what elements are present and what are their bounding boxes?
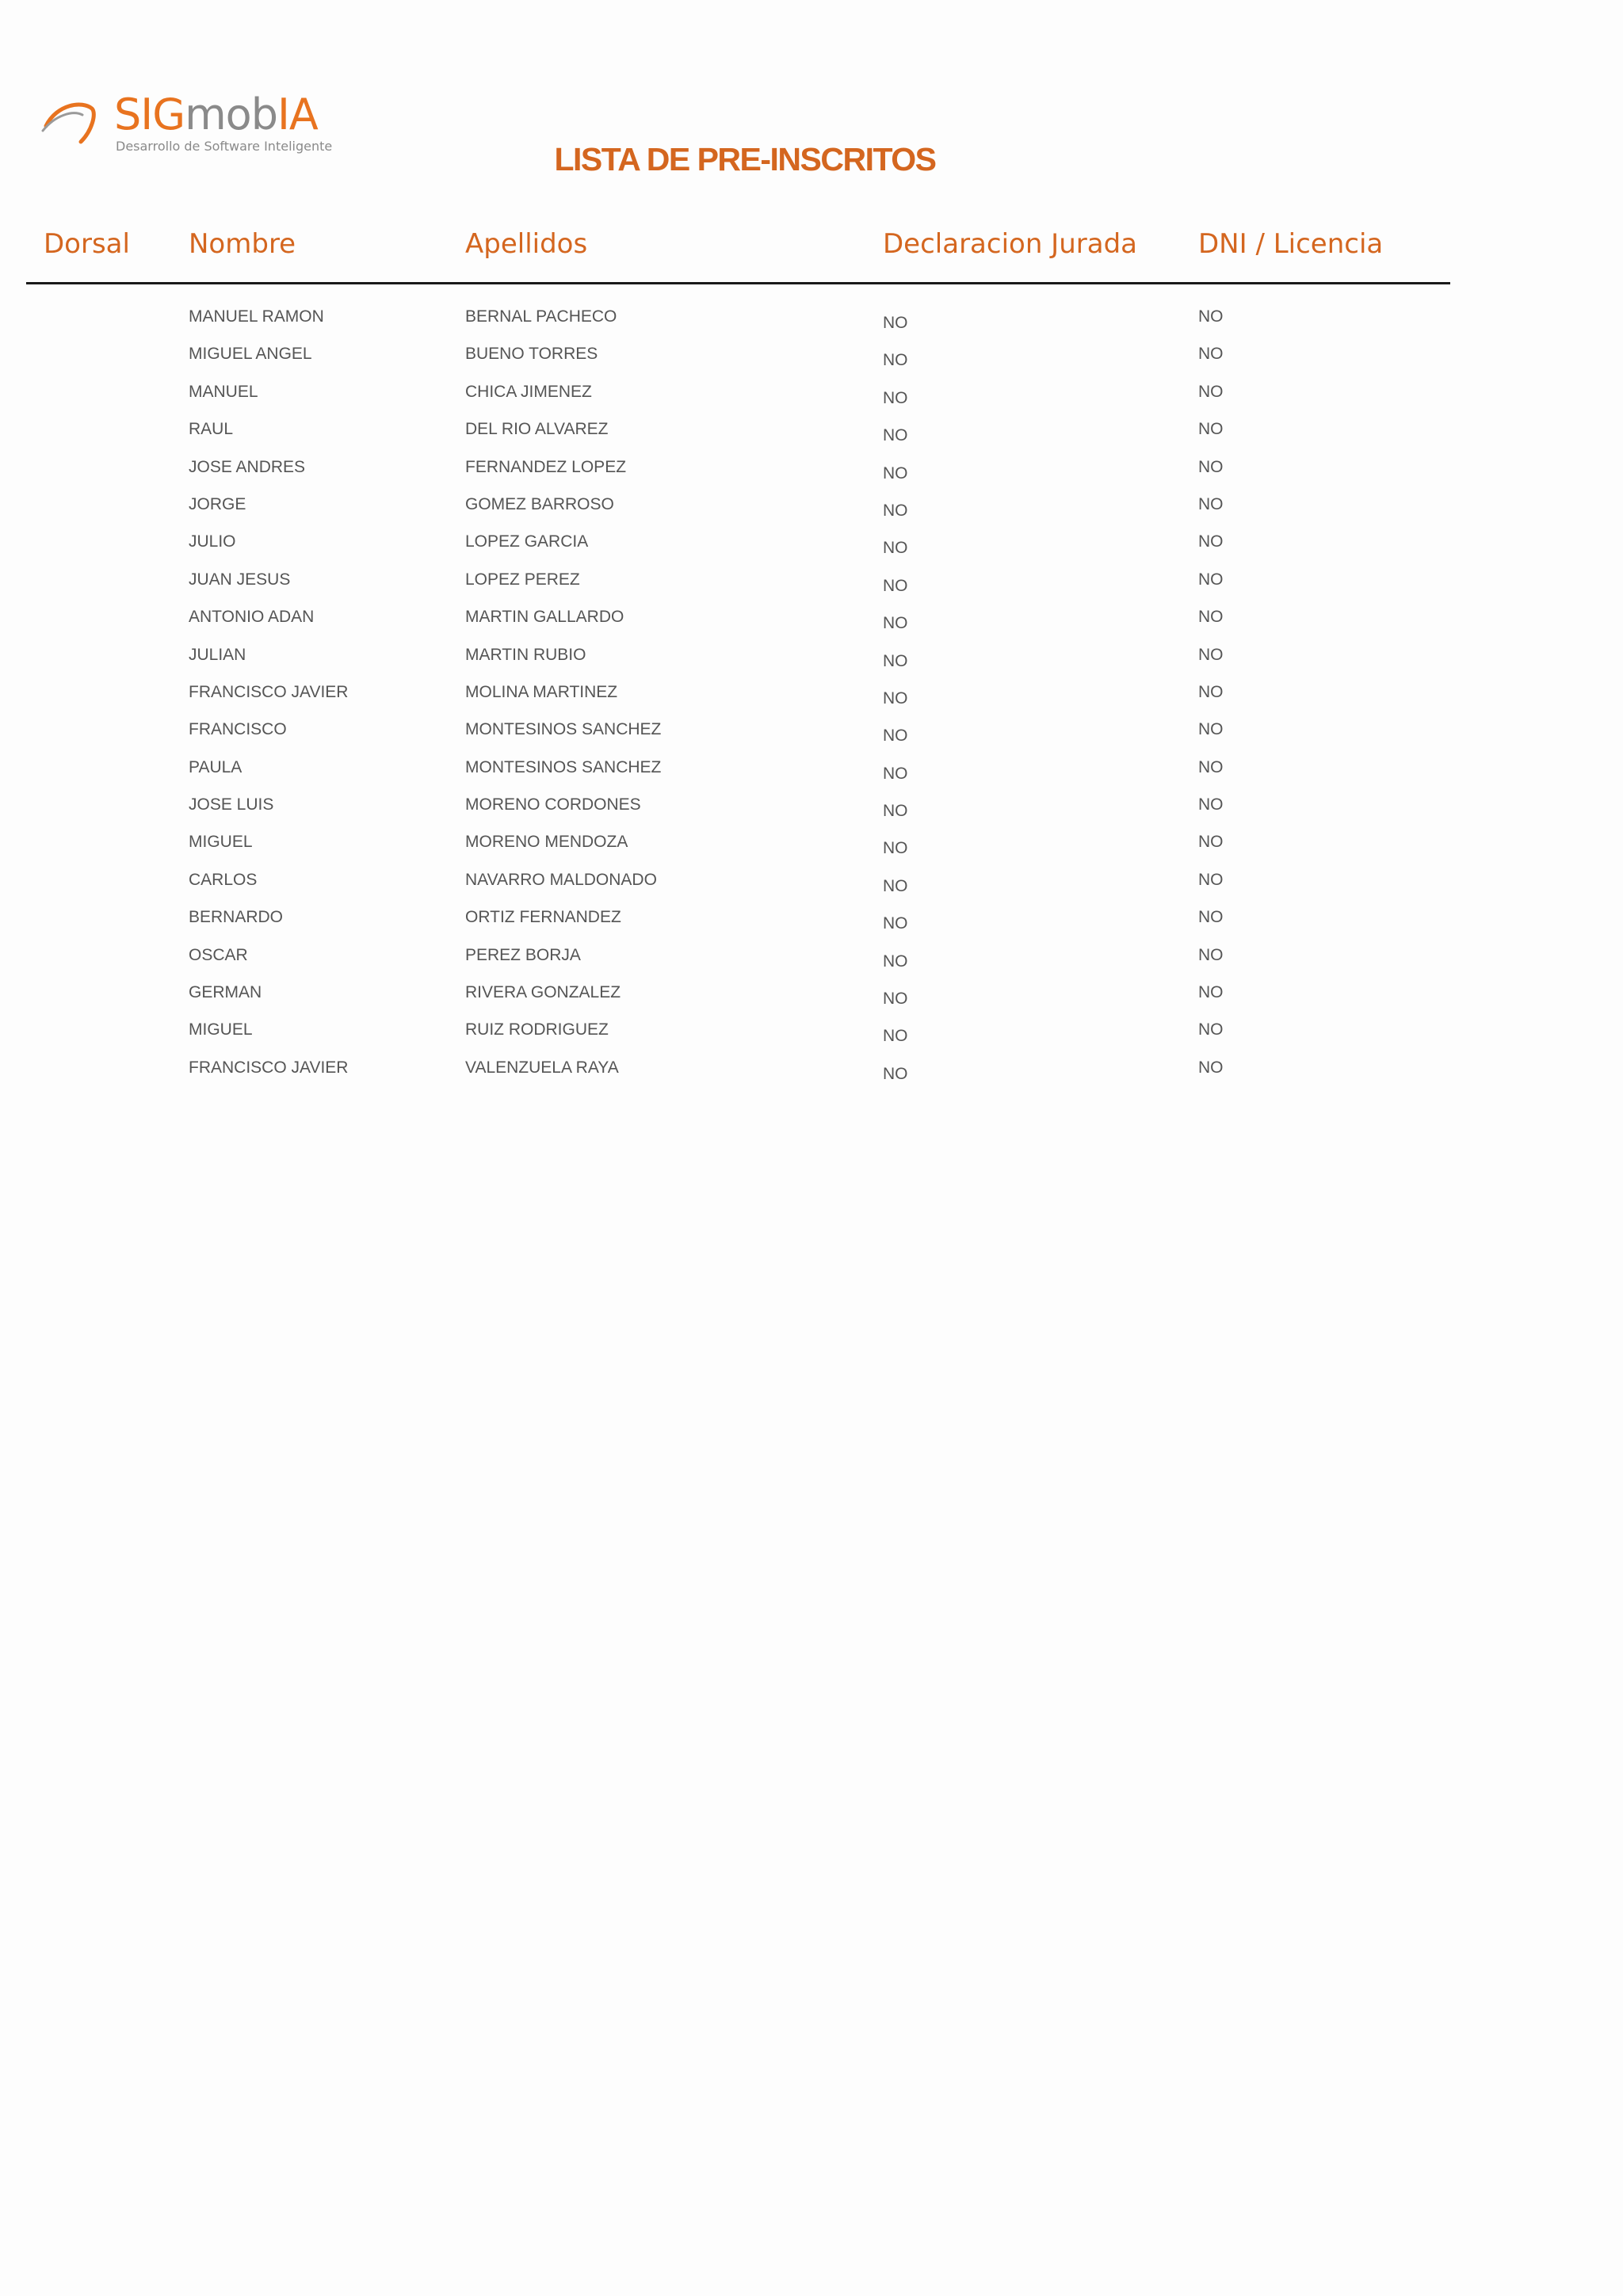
table-row <box>0 383 1450 420</box>
declaracion-cell: NO <box>883 764 908 783</box>
declaracion-cell: NO <box>883 839 908 858</box>
apellidos-cell: LOPEZ PEREZ <box>465 570 580 589</box>
table-row <box>0 758 1450 795</box>
nombre-cell: MIGUEL <box>189 1020 253 1039</box>
apellidos-cell: MONTESINOS SANCHEZ <box>465 757 662 776</box>
apellidos-cell: MONTESINOS SANCHEZ <box>465 720 662 739</box>
dni-cell: NO <box>1198 420 1224 439</box>
dni-cell: NO <box>1198 345 1224 364</box>
declaracion-cell: NO <box>883 426 908 445</box>
table-row <box>0 946 1450 983</box>
nombre-cell: JULIAN <box>189 645 246 664</box>
column-header-dorsal: Dorsal <box>44 228 130 260</box>
dni-cell: NO <box>1198 1020 1224 1039</box>
nombre-cell: MANUEL RAMON <box>189 307 324 326</box>
declaracion-cell: NO <box>883 576 908 595</box>
nombre-cell: MIGUEL ANGEL <box>189 345 312 364</box>
nombre-cell: OSCAR <box>189 945 248 964</box>
brand-name-mob: mob <box>185 90 277 139</box>
header-divider <box>26 282 1450 284</box>
table-header <box>0 228 1450 268</box>
table-row <box>0 683 1450 720</box>
apellidos-cell: ORTIZ FERNANDEZ <box>465 908 621 927</box>
dni-cell: NO <box>1198 645 1224 664</box>
nombre-cell: MIGUEL <box>189 833 253 852</box>
nombre-cell: JORGE <box>189 494 246 513</box>
table-row <box>0 570 1450 608</box>
declaracion-cell: NO <box>883 351 908 370</box>
table-row <box>0 795 1450 833</box>
dni-cell: NO <box>1198 307 1224 326</box>
apellidos-cell: CHICA JIMENEZ <box>465 382 592 401</box>
dni-cell: NO <box>1198 608 1224 627</box>
dni-cell: NO <box>1198 1058 1224 1077</box>
dni-cell: NO <box>1198 908 1224 927</box>
table-row <box>0 871 1450 908</box>
dni-cell: NO <box>1198 494 1224 513</box>
column-header-dni: DNI / Licencia <box>1198 228 1384 260</box>
table-row <box>0 908 1450 945</box>
brand-name <box>114 91 318 139</box>
declaracion-cell: NO <box>883 388 908 407</box>
apellidos-cell: MORENO MENDOZA <box>465 833 628 852</box>
brand-name-ia: IA <box>277 90 318 139</box>
nombre-cell: JUAN JESUS <box>189 570 291 589</box>
brand-name-sig: SIG <box>114 90 185 139</box>
apellidos-cell: GOMEZ BARROSO <box>465 494 614 513</box>
table-row <box>0 495 1450 532</box>
nombre-cell: JULIO <box>189 532 236 551</box>
dni-cell: NO <box>1198 833 1224 852</box>
dni-cell: NO <box>1198 757 1224 776</box>
page-title: LISTA DE PRE-INSCRITOS <box>554 141 936 177</box>
dni-cell: NO <box>1198 945 1224 964</box>
declaracion-cell: NO <box>883 990 908 1009</box>
declaracion-cell: NO <box>883 952 908 971</box>
column-header-nombre: Nombre <box>189 228 296 260</box>
apellidos-cell: BERNAL PACHECO <box>465 307 617 326</box>
apellidos-cell: DEL RIO ALVAREZ <box>465 420 609 439</box>
declaracion-cell: NO <box>883 802 908 821</box>
declaracion-cell: NO <box>883 1064 908 1083</box>
nombre-cell: CARLOS <box>189 870 258 889</box>
nombre-cell: FRANCISCO JAVIER <box>189 1058 349 1077</box>
table-row <box>0 420 1450 457</box>
apellidos-cell: FERNANDEZ LOPEZ <box>465 457 627 476</box>
dni-cell: NO <box>1198 682 1224 701</box>
nombre-cell: GERMAN <box>189 983 262 1002</box>
apellidos-cell: NAVARRO MALDONADO <box>465 870 657 889</box>
nombre-cell: ANTONIO ADAN <box>189 608 315 627</box>
declaracion-cell: NO <box>883 539 908 558</box>
table-row <box>0 833 1450 870</box>
nombre-cell: MANUEL <box>189 382 258 401</box>
nombre-cell: JOSE ANDRES <box>189 457 306 476</box>
column-header-declaracion: Declaracion Jurada <box>883 228 1137 260</box>
dni-cell: NO <box>1198 570 1224 589</box>
table-row <box>0 1058 1450 1096</box>
apellidos-cell: RIVERA GONZALEZ <box>465 983 621 1002</box>
table-row <box>0 307 1450 345</box>
declaracion-cell: NO <box>883 501 908 520</box>
apellidos-cell: MORENO CORDONES <box>465 795 641 814</box>
dni-cell: NO <box>1198 720 1224 739</box>
table-row <box>0 983 1450 1020</box>
dni-cell: NO <box>1198 532 1224 551</box>
table-row <box>0 1020 1450 1058</box>
apellidos-cell: BUENO TORRES <box>465 345 598 364</box>
nombre-cell: FRANCISCO JAVIER <box>189 682 349 701</box>
nombre-cell: PAULA <box>189 757 242 776</box>
table-row <box>0 720 1450 757</box>
dni-cell: NO <box>1198 795 1224 814</box>
table-row <box>0 608 1450 645</box>
dni-cell: NO <box>1198 870 1224 889</box>
column-header-apellidos: Apellidos <box>465 228 588 260</box>
declaracion-cell: NO <box>883 876 908 895</box>
declaracion-cell: NO <box>883 314 908 332</box>
apellidos-cell: VALENZUELA RAYA <box>465 1058 619 1077</box>
apellidos-cell: RUIZ RODRIGUEZ <box>465 1020 609 1039</box>
table-row <box>0 345 1450 382</box>
dni-cell: NO <box>1198 457 1224 476</box>
dni-cell: NO <box>1198 983 1224 1002</box>
apellidos-cell: PEREZ BORJA <box>465 945 581 964</box>
apellidos-cell: MARTIN GALLARDO <box>465 608 624 627</box>
nombre-cell: FRANCISCO <box>189 720 287 739</box>
declaracion-cell: NO <box>883 688 908 707</box>
declaracion-cell: NO <box>883 651 908 670</box>
apellidos-cell: MARTIN RUBIO <box>465 645 586 664</box>
table-row <box>0 458 1450 495</box>
brand-tagline: Desarrollo de Software Inteligente <box>116 139 333 154</box>
apellidos-cell: LOPEZ GARCIA <box>465 532 589 551</box>
dni-cell: NO <box>1198 382 1224 401</box>
apellidos-cell: MOLINA MARTINEZ <box>465 682 618 701</box>
nombre-cell: RAUL <box>189 420 234 439</box>
table-row <box>0 646 1450 683</box>
declaracion-cell: NO <box>883 1027 908 1046</box>
table-row <box>0 532 1450 570</box>
nombre-cell: BERNARDO <box>189 908 284 927</box>
declaracion-cell: NO <box>883 463 908 482</box>
declaracion-cell: NO <box>883 914 908 933</box>
nombre-cell: JOSE LUIS <box>189 795 274 814</box>
declaracion-cell: NO <box>883 614 908 633</box>
declaracion-cell: NO <box>883 727 908 746</box>
table-body <box>0 307 1450 1096</box>
